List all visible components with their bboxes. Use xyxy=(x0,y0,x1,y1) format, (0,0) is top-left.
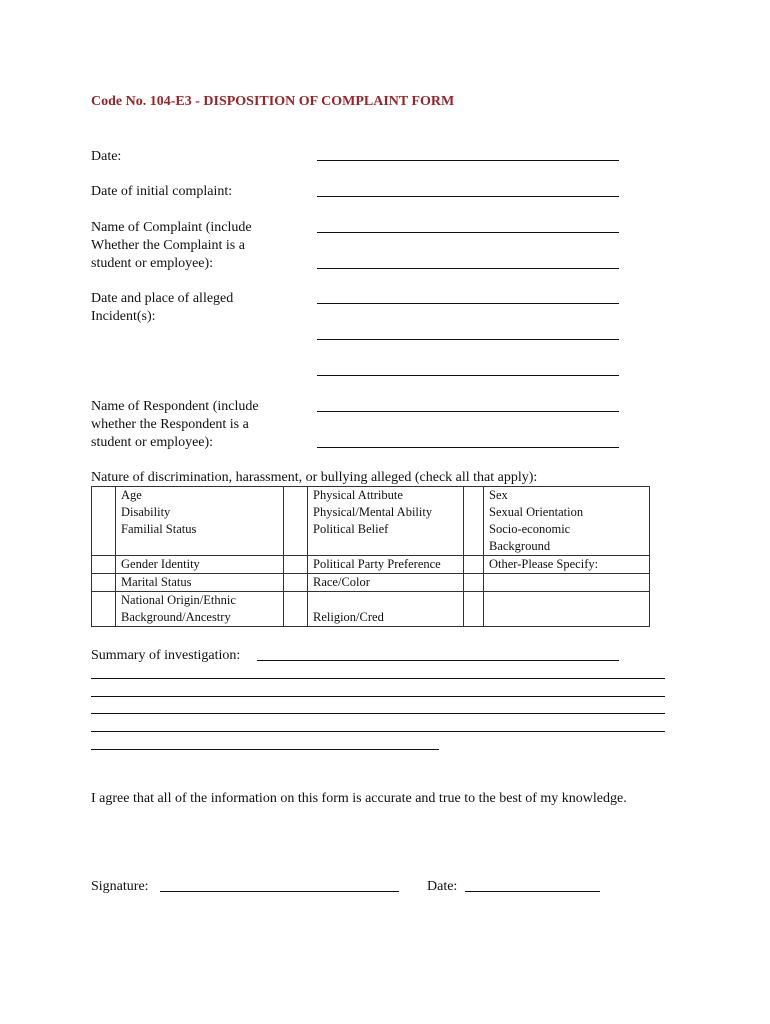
category-checklist xyxy=(91,486,650,627)
incident-field-3[interactable] xyxy=(317,375,619,376)
checkbox-cell[interactable] xyxy=(464,556,484,574)
date-field[interactable] xyxy=(317,160,619,161)
category-sex: Sex xyxy=(489,488,508,502)
signature-label: Signature: xyxy=(91,879,149,894)
category-cell xyxy=(484,487,650,556)
checkbox[interactable] xyxy=(97,592,111,609)
category-socio-economic: Socio-economic xyxy=(489,522,571,536)
checkbox-cell[interactable] xyxy=(92,574,116,592)
respondent-label-line-3: student or employee): xyxy=(91,435,214,450)
respondent-label-line-2: whether the Respondent is a xyxy=(91,417,249,432)
checkbox-cell[interactable] xyxy=(92,487,116,556)
complainant-name-field[interactable] xyxy=(317,232,619,233)
checkbox-cell[interactable] xyxy=(284,592,308,627)
category-physical-attribute: Physical Attribute xyxy=(313,488,403,502)
category-other-specify: Other-Please Specify: xyxy=(484,556,650,574)
signature-field[interactable] xyxy=(160,891,399,892)
checkbox[interactable] xyxy=(289,574,303,591)
category-national-origin: National Origin/Ethnic xyxy=(121,593,236,607)
signature-date-label: Date: xyxy=(427,879,458,894)
respondent-name-field[interactable] xyxy=(317,411,619,412)
category-cell xyxy=(308,487,464,556)
respondent-label-line-1: Name of Respondent (include xyxy=(91,399,259,414)
category-background: Background xyxy=(489,539,551,553)
summary-field-5[interactable] xyxy=(91,731,665,732)
category-cell xyxy=(116,592,284,627)
summary-label: Summary of investigation: xyxy=(91,648,241,663)
form-title: Code No. 104-E3 - DISPOSITION OF COMPLAINT FORM xyxy=(91,94,455,109)
empty-cell xyxy=(484,574,650,592)
category-religion-creed: Religion/Cred xyxy=(308,592,464,627)
summary-field-3[interactable] xyxy=(91,696,665,697)
incident-field-1[interactable] xyxy=(317,303,619,304)
checkbox-cell[interactable] xyxy=(284,574,308,592)
signature-date-field[interactable] xyxy=(465,891,600,892)
checkbox-cell[interactable] xyxy=(92,592,116,627)
category-background-ancestry: Background/Ancestry xyxy=(121,610,231,624)
checkbox[interactable] xyxy=(469,574,479,591)
summary-field-4[interactable] xyxy=(91,713,665,714)
respondent-name-field-2[interactable] xyxy=(317,447,619,448)
checkbox[interactable] xyxy=(469,592,479,609)
checkbox-cell[interactable] xyxy=(92,556,116,574)
summary-field-2[interactable] xyxy=(91,678,665,679)
category-disability: Disability xyxy=(121,505,171,519)
category-political-party-preference: Political Party Preference xyxy=(308,556,464,574)
checkbox[interactable] xyxy=(469,487,479,504)
checkbox[interactable] xyxy=(97,556,111,573)
checkbox[interactable] xyxy=(97,487,111,504)
checkbox-cell[interactable] xyxy=(464,592,484,627)
category-physical-mental-ability: Physical/Mental Ability xyxy=(313,505,433,519)
nature-label: Nature of discrimination, harassment, or bullying alleged (check all that apply): xyxy=(91,470,538,485)
initial-complaint-date-field[interactable] xyxy=(317,196,619,197)
initial-complaint-date-label: Date of initial complaint: xyxy=(91,184,233,199)
summary-field-6[interactable] xyxy=(91,749,439,750)
checkbox[interactable] xyxy=(289,556,303,573)
category-marital-status: Marital Status xyxy=(116,574,284,592)
incident-label-line-2: Incident(s): xyxy=(91,309,156,324)
checkbox[interactable] xyxy=(97,574,111,591)
date-label: Date: xyxy=(91,149,122,164)
checkbox-cell[interactable] xyxy=(284,556,308,574)
category-race-color: Race/Color xyxy=(308,574,464,592)
empty-cell xyxy=(484,592,650,627)
complainant-label-line-2: Whether the Complaint is a xyxy=(91,238,245,253)
complainant-label-line-1: Name of Complaint (include xyxy=(91,220,252,235)
checkbox-cell[interactable] xyxy=(464,487,484,556)
checkbox-cell[interactable] xyxy=(284,487,308,556)
checkbox[interactable] xyxy=(289,487,303,504)
category-sexual-orientation: Sexual Orientation xyxy=(489,505,584,519)
category-cell xyxy=(116,487,284,556)
checkbox[interactable] xyxy=(289,592,303,609)
incident-label-line-1: Date and place of alleged xyxy=(91,291,234,306)
incident-field-2[interactable] xyxy=(317,339,619,340)
agreement-statement: I agree that all of the information on this form is accurate and true to the best of my knowledge. xyxy=(91,791,627,806)
complainant-label-line-3: student or employee): xyxy=(91,256,214,271)
complainant-name-field-2[interactable] xyxy=(317,268,619,269)
category-political-belief: Political Belief xyxy=(313,522,389,536)
checkbox-cell[interactable] xyxy=(464,574,484,592)
category-age: Age xyxy=(121,488,142,502)
category-gender-identity: Gender Identity xyxy=(116,556,284,574)
checkbox[interactable] xyxy=(469,556,479,573)
category-familial-status: Familial Status xyxy=(121,522,197,536)
summary-field-1[interactable] xyxy=(257,660,619,661)
